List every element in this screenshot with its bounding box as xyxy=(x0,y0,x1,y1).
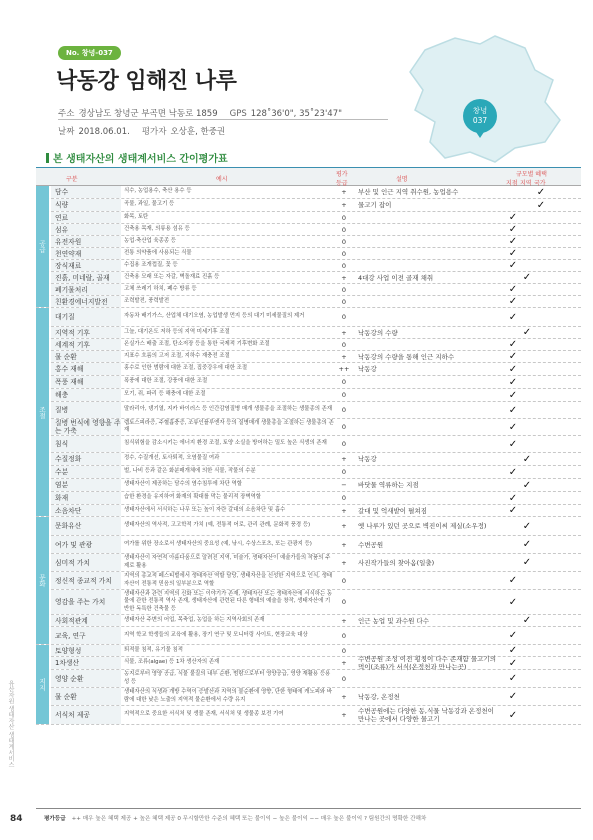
service-example: 여가를 위한 장소로서 생태자산의 중요성 (예, 낚시, 수상스포츠, 또는 관광지 등) xyxy=(124,540,312,547)
service-name: 지역적 기후 xyxy=(51,327,121,338)
service-desc: 낙동강, 온정천 xyxy=(358,692,400,701)
table-header: 구분 예시 평가 등급 설명 규모별 혜택 지점 지역 국가 xyxy=(36,167,581,186)
check-mark: ✓ xyxy=(522,520,532,532)
grade: 0 xyxy=(341,423,347,431)
service-name: 소음차단 xyxy=(51,505,121,516)
grade: − xyxy=(341,481,347,489)
service-example: 생태자산의 역사적, 고고학적 가치 (예, 전통적 어로, 관리 관례, 문화적 풍경 등) xyxy=(124,522,311,529)
service-name: 교육, 연구 xyxy=(51,627,121,644)
table-row xyxy=(36,389,581,402)
check-mark: ✓ xyxy=(522,453,532,465)
service-desc: 낙동강 xyxy=(358,455,377,463)
service-desc xyxy=(358,296,498,307)
service-name: 유전자원 xyxy=(51,236,121,247)
check-mark: ✓ xyxy=(508,438,518,450)
service-example: 생태자산에서 서식하는 나무 또는 높이 자란 갈대의 소음차단 및 흡수 xyxy=(124,506,286,513)
grade: + xyxy=(341,328,347,337)
table-row xyxy=(36,272,581,284)
table-row xyxy=(36,308,581,327)
service-desc xyxy=(358,627,498,644)
check-mark: ✓ xyxy=(508,351,518,362)
service-example: 생태자산이 자연적 아름다움으로 알려진 지역, 미술가, 생태자산이 예술가들의 작품의 주제로 활용 xyxy=(124,555,331,569)
service-desc xyxy=(358,236,498,247)
service-name: 친환경에너지발전 xyxy=(51,296,121,307)
grade: 0 xyxy=(341,631,347,640)
service-name: 물 순환 xyxy=(51,351,121,362)
table-row xyxy=(36,402,581,419)
grade: 0 xyxy=(341,340,347,349)
service-desc: 부산 및 인근 지역 취수원, 농업용수 xyxy=(358,188,459,196)
grade: + xyxy=(341,506,347,515)
service-name: 질병 번식에 영향을 주는 가축 xyxy=(51,419,121,435)
table-row xyxy=(36,363,581,376)
service-desc: 수변공원에는 다양한 동,식물 낙동강과 온정천이 만나는 곳에서 다양한 물고기 xyxy=(358,707,494,723)
table-row xyxy=(36,479,581,492)
table-row xyxy=(36,327,581,339)
service-name: 천연약재 xyxy=(51,248,121,259)
grade: + xyxy=(341,352,347,361)
check-mark: ✓ xyxy=(508,248,518,259)
service-example: 생태자산과 관련 지역의 신화 또는 이야기가 존재, 생태자산 또는 생태자산에 서식하는 동물에 관한 전통적 역사 존재, 생태자산에 관련된 다른 형태의 예술을 창작, 생태자산에 기반한 독특한 건축물 등 xyxy=(124,590,333,612)
service-name: 화재 xyxy=(51,492,121,504)
service-desc xyxy=(358,466,498,478)
grade: + xyxy=(341,616,347,625)
check-mark: ✓ xyxy=(508,236,518,247)
service-desc: 낙동강의 수량을 통해 인근 지하수 xyxy=(358,352,455,361)
check-mark: ✓ xyxy=(508,363,518,375)
service-example: 곡물, 과일, 물고기 등 xyxy=(124,201,175,208)
table-row xyxy=(36,627,581,645)
table-row xyxy=(36,572,581,590)
table-row xyxy=(36,260,581,272)
service-name: 세계적 기후 xyxy=(51,339,121,350)
grade: + xyxy=(341,711,347,719)
table-row xyxy=(36,212,581,224)
grade: 0 xyxy=(341,440,347,448)
check-mark: ✓ xyxy=(508,691,518,702)
service-example: 말라리아, 댕기열, 지카 바이러스 등 인간감염질병 매개 생물종을 조절하는 생물종의 존재 xyxy=(124,406,333,413)
service-desc xyxy=(358,224,498,235)
service-desc: 수변공원 조성 이전 횡칭이 다수 존재함 물고기의 먹이(조류)가 서식(온정천과 만나는곳) xyxy=(358,655,496,671)
table-row xyxy=(36,657,581,670)
service-desc: 인근 농업 및 과수원 다수 xyxy=(358,616,430,625)
table-row xyxy=(36,645,581,657)
grade: ++ xyxy=(338,365,350,373)
service-desc: 바닷물 역류하는 지점 xyxy=(358,481,419,489)
grade: 0 xyxy=(341,297,347,306)
check-mark: ✓ xyxy=(508,296,518,307)
grade: 0 xyxy=(341,237,347,246)
service-example: 지역의 종교적 페스티벌에서 생태자산 역할 담당, 생태자산을 신성한 지역으로 인식, 생태자산이 전통적 믿음의 일부분으로 역할 xyxy=(124,573,333,587)
service-desc xyxy=(358,248,498,259)
check-mark: ✓ xyxy=(508,630,518,641)
check-mark: ✓ xyxy=(508,224,518,235)
service-example: 식물, 조류(algae) 등 1차 생산자의 존재 xyxy=(124,659,220,666)
service-desc: 사진작가들의 찾아옴(일출) xyxy=(358,558,435,567)
grade: 0 xyxy=(341,576,347,585)
service-name: 장식재료 xyxy=(51,260,121,271)
service-name: 식량 xyxy=(51,199,121,211)
service-desc: 4대강 사업 이전 골재 채취 xyxy=(358,273,434,282)
service-example: 고체 쓰레기 하치, 폐수 방류 등 xyxy=(124,285,197,292)
service-example: 수집용 조개껍질, 꽃 등 xyxy=(124,261,178,268)
service-example: 침식위험을 감소시키는 에너지 환경 조절, 토양 소실을 방어하는 밀도 높은 식생의 존재 xyxy=(124,440,327,447)
service-example: 농지로부터 영양 공급, 식물 물질의 내부 순환, 범람으로부터 영양공급, 영양 재활용 등용성 등 xyxy=(124,671,331,685)
table-row xyxy=(36,419,581,436)
grade: + xyxy=(341,188,347,196)
service-desc: 갈대 및 억새밭이 펼쳐짐 xyxy=(358,506,427,515)
page-title: 낙동강 임해진 나루 xyxy=(56,69,237,94)
evaluation-table xyxy=(36,167,581,723)
service-example: 화목, 토탄 xyxy=(124,213,149,220)
service-example: 지표수 흐름의 고저 조절, 지하수 재충전 조절 xyxy=(124,352,230,359)
check-mark: ✓ xyxy=(508,376,518,388)
check-mark: ✓ xyxy=(522,327,532,338)
service-desc xyxy=(358,284,498,295)
service-example: 생태자산이 제공하는 담수의 염수침투에 차단 역할 xyxy=(124,481,242,488)
table-row xyxy=(36,590,581,615)
service-example: 렙토스피라증, 주혈흡충증, 조류인플루엔자 등의 질병매개 생물종을 조절하는 생물종의 존재 xyxy=(124,419,334,433)
service-name: 영양 순환 xyxy=(51,670,121,687)
grade: 0 xyxy=(341,249,347,258)
service-desc xyxy=(358,212,498,223)
service-example: 생태자산 주변의 어업, 목축업, 농업을 하는 지역사회의 존재 xyxy=(124,616,265,623)
table-row xyxy=(36,296,581,308)
service-desc xyxy=(358,339,498,350)
service-example: 벌, 나비 등과 같은 화분매개체에 의한 식물, 작물의 수분 xyxy=(124,468,256,475)
grade: + xyxy=(341,522,347,530)
grade: 0 xyxy=(341,378,347,386)
page-number: 84 xyxy=(10,814,23,824)
check-mark: ✓ xyxy=(508,389,518,401)
grade: + xyxy=(341,659,347,667)
service-desc: 낙동강의 수량 xyxy=(358,328,398,337)
service-example: 건축용 모래 또는 자갈, 벽돌재료 진흙 등 xyxy=(124,273,220,280)
table-row xyxy=(36,492,581,505)
service-name: 정신적 종교적 가치 xyxy=(51,572,121,589)
check-mark: ✓ xyxy=(508,466,518,478)
service-example: 전통 의약품에 사용되는 식물 xyxy=(124,249,192,256)
service-name: 폭풍 재해 xyxy=(51,376,121,388)
entry-tag: No. 창녕-037 xyxy=(58,46,121,60)
grade: 0 xyxy=(341,213,347,222)
service-name: 침식 xyxy=(51,436,121,452)
table-row xyxy=(36,615,581,627)
check-mark: ✓ xyxy=(522,539,532,550)
divider xyxy=(58,119,388,120)
check-mark: ✓ xyxy=(536,199,546,211)
service-name: 담수 xyxy=(51,186,121,198)
service-desc: 물고기 잡이 xyxy=(358,201,392,209)
service-example: 퇴적물 침적, 유기물 침적 xyxy=(124,646,183,653)
service-example: 지역 학교 학생들의 교육에 활용, 장기 연구 및 모니터링 사이트, 현장교육 대상 xyxy=(124,631,308,638)
grade: + xyxy=(341,201,347,209)
table-row xyxy=(36,351,581,363)
check-mark: ✓ xyxy=(522,272,532,283)
grade: 0 xyxy=(341,598,347,606)
group-label: 조절 xyxy=(36,308,49,516)
table-row xyxy=(36,236,581,248)
check-mark: ✓ xyxy=(536,186,546,198)
grade: + xyxy=(341,455,347,463)
service-desc xyxy=(358,419,498,435)
service-name: 문화유산 xyxy=(51,517,121,535)
check-mark: ✓ xyxy=(508,284,518,295)
group-label: 지지 xyxy=(36,645,49,724)
service-name: 대기질 xyxy=(51,308,121,326)
grade: 0 xyxy=(341,646,347,655)
service-desc xyxy=(358,670,498,687)
check-mark: ✓ xyxy=(508,575,518,586)
service-name: 진흙, 미네랄, 골재 xyxy=(51,272,121,283)
service-example: 생태자산의 식생과 개방 수역이 증발산과 지역의 물순환에 영향, 단한 형태에 캐노피와 바람에 대한 낮은 노출의 지역적 물순환에서 수량 유지 xyxy=(124,689,333,703)
service-example: 그늘, 대기온도 저하 등의 지역 미세기후 조절 xyxy=(124,328,230,335)
table-row xyxy=(36,186,581,199)
service-desc xyxy=(358,260,498,271)
service-example: 정수, 수질개선, 토사퇴적, 오염물질 여과 xyxy=(124,455,220,462)
check-mark: ✓ xyxy=(508,492,518,504)
service-example: 지역적으로 중요한 서식처 및 생물 존재, 서식처 및 생물종 보전 기여 xyxy=(124,711,284,718)
check-mark: ✓ xyxy=(522,557,532,568)
service-name: 토양형성 xyxy=(51,645,121,656)
table-row xyxy=(36,517,581,536)
service-desc xyxy=(358,402,498,418)
grade: + xyxy=(341,273,347,282)
table-row xyxy=(36,453,581,466)
service-example: 조력발전, 풍력발전 xyxy=(124,297,170,304)
service-name: 사회적관계 xyxy=(51,615,121,626)
service-example: 식수, 농업용수, 축산 용수 등 xyxy=(124,188,192,195)
service-name: 연료 xyxy=(51,212,121,223)
service-desc xyxy=(358,376,498,388)
service-desc xyxy=(358,492,498,504)
table-row xyxy=(36,284,581,296)
check-mark: ✓ xyxy=(508,260,518,271)
table-row xyxy=(36,505,581,517)
check-mark: ✓ xyxy=(508,657,518,669)
grade: + xyxy=(341,540,347,549)
grade: 0 xyxy=(341,674,347,683)
service-name: 섬유 xyxy=(51,224,121,235)
service-desc xyxy=(358,308,498,326)
grade: 0 xyxy=(341,391,347,399)
grade: 0 xyxy=(341,225,347,234)
section-title: 본 생태자산의 생태계서비스 간이평가표 xyxy=(46,150,228,165)
service-example: 홍수로 인한 범람에 대한 조절, 집중강우에 대한 조절 xyxy=(124,365,248,372)
service-example: 자동차 배기가스, 산업체 대기오염, 농업발생 먼지 등의 대기 미세물질의 제거 xyxy=(124,313,305,320)
service-desc xyxy=(358,590,498,614)
service-name: 1차생산 xyxy=(51,657,121,669)
check-mark: ✓ xyxy=(522,615,532,626)
location-marker: 창녕 037 xyxy=(463,99,497,133)
service-example: 온실가스 배출 조절, 탄소저장 등을 통한 국제적 기후변화 조절 xyxy=(124,340,270,347)
service-name: 폐기물처리 xyxy=(51,284,121,295)
service-name: 염분 xyxy=(51,479,121,491)
service-desc: 옛 나루가 있던 곳으로 벽진이씨 제실(소우정) xyxy=(358,522,487,530)
check-mark: ✓ xyxy=(508,505,518,516)
service-example: 폭풍에 대한 조절, 강풍에 대한 조절 xyxy=(124,378,208,385)
service-name: 심미적 가치 xyxy=(51,554,121,571)
date-line: 날짜 2018.06.01. 평가자 오상훈, 한중권 xyxy=(58,127,226,137)
service-name: 여가 및 관광 xyxy=(51,536,121,553)
table-row xyxy=(36,466,581,479)
table-row xyxy=(36,436,581,453)
service-desc xyxy=(358,572,498,589)
service-desc: 낙동강 xyxy=(358,365,377,373)
table-row xyxy=(36,554,581,572)
service-name: 질병 xyxy=(51,402,121,418)
check-mark: ✓ xyxy=(522,479,532,491)
grade: 0 xyxy=(341,494,347,502)
table-row xyxy=(36,199,581,212)
grade: 0 xyxy=(341,261,347,270)
table-row xyxy=(36,339,581,351)
service-example: 농업·축산업 육종종 등 xyxy=(124,237,177,244)
service-example: 건축용 목재, 의류용 섬유 등 xyxy=(124,225,190,232)
table-row xyxy=(36,688,581,706)
check-mark: ✓ xyxy=(508,404,518,416)
service-example: 습한 환경을 유지하여 화재의 확대를 막는 물리적 장벽역할 xyxy=(124,494,261,501)
check-mark: ✓ xyxy=(508,673,518,684)
service-name: 해충 xyxy=(51,389,121,401)
check-mark: ✓ xyxy=(508,421,518,433)
grade: 0 xyxy=(341,313,347,321)
check-mark: ✓ xyxy=(508,339,518,350)
service-name: 영감을 주는 가치 xyxy=(51,590,121,614)
side-caption: 유산자원 생태자산 생태계서비스 xyxy=(7,680,14,768)
address-line: 주소 경상남도 창녕군 부곡면 낙동로 1859 GPS 128˚36'0", 35˚23'47" xyxy=(58,109,343,119)
grade: 0 xyxy=(341,406,347,414)
grade: + xyxy=(341,692,347,701)
service-desc xyxy=(358,436,498,452)
check-mark: ✓ xyxy=(508,212,518,223)
service-name: 수질정화 xyxy=(51,453,121,465)
grade-legend: 평가등급 ++ 매우 높은 혜택 제공 + 높은 혜택 제공 0 무시할만한 수준의 혜택 또는 불이익 − 높은 불이익 −− 매우 높은 불이익 ? 팀원간의 명확한 간해차 xyxy=(44,816,427,822)
check-mark: ✓ xyxy=(508,311,518,323)
footer-rule xyxy=(36,808,581,809)
table-row xyxy=(36,248,581,260)
service-example: 모기, 쥐, 파리 등 해충에 대한 조절 xyxy=(124,391,206,398)
service-desc xyxy=(358,389,498,401)
group-label: 문화 xyxy=(36,517,49,644)
service-name: 홍수 재해 xyxy=(51,363,121,375)
table-row xyxy=(36,706,581,725)
service-desc: 수변공원 xyxy=(358,540,384,549)
table-row xyxy=(36,670,581,688)
table-row xyxy=(36,224,581,236)
grade: 0 xyxy=(341,468,347,476)
grade: + xyxy=(341,558,347,567)
grade: 0 xyxy=(341,285,347,294)
table-row xyxy=(36,536,581,554)
table-row xyxy=(36,376,581,389)
service-name: 수분 xyxy=(51,466,121,478)
check-mark: ✓ xyxy=(508,709,518,721)
group-label: 공급 xyxy=(36,186,49,307)
check-mark: ✓ xyxy=(508,645,518,656)
service-name: 서식처 제공 xyxy=(51,706,121,724)
check-mark: ✓ xyxy=(508,596,518,608)
service-name: 물 순환 xyxy=(51,688,121,705)
